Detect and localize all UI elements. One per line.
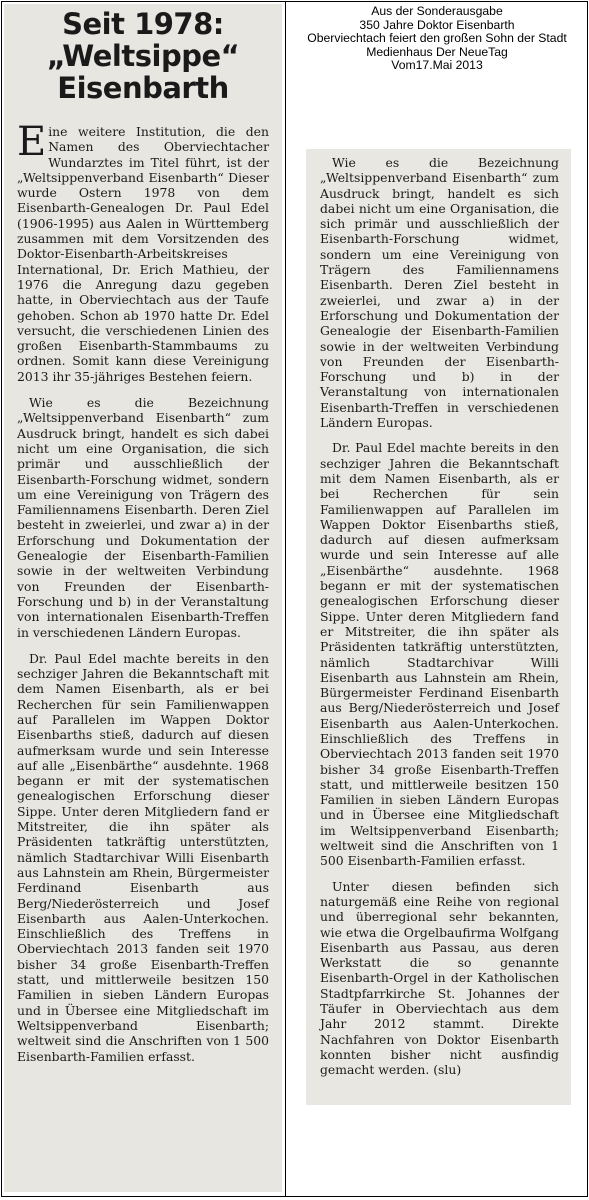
article-headline (4, 8, 282, 104)
source-caption (294, 5, 580, 73)
right-newspaper-clipping (306, 149, 571, 1105)
article-paragraph: Wie es die Bezeichnung „Weltsippenverband Eisenbarth“ zum Ausdruck bringt, handelt es sich dabei nicht um eine Organisation, die sich primär und ausschließlich der Eisenbarth-Forschung widmet, sondern um eine Vereinigung von Trägern des Familiennamens Eisenbarth. Deren Ziel besteht in zweierlei, und zwar a) in der Erforschung und Dokumentation der Genealogie der Eisenbarth-Familien sowie in der weltweiten Verbindung von Freunden der Eisenbarth-Forschung und b) in der Veranstaltung von internationalen Eisenbarth-Treffen in verschiedenen Ländern Europas. (320, 155, 559, 431)
source-line: Aus der Sonderausgabe (371, 4, 503, 18)
source-line: Medienhaus Der NeueTag (366, 44, 508, 59)
article-paragraph: Dr. Paul Edel machte bereits in den sechziger Jahren die Bekanntschaft mit dem Namen Eisenbarth, als er bei Recherchen für sein Familienwappen auf Parallelen im Wappen Doktor Eisenbarths stieß, dadurch auf diesen aufmerksam wurde und sein Interesse auf alle „Eisenbärthe“ ausdehnte. 1968 begann er mit der systematischen genealogischen Erforschung dieser Sippe. Unter deren Mitgliedern fand er Mitstreiter, die ihn später als Präsidenten tatkräftig unterstützten, nämlich Stadtarchivar Willi Eisenbarth aus Lahnstein am Rhein, Bürgermeister Ferdinand Eisenbarth aus Berg/Niederösterreich und Josef Eisenbarth aus Aalen-Unterkochen. Einschließlich des Treffens in Oberviechtach 2013 fanden seit 1970 bisher 34 große Eisenbarth-Treffen statt, und mittlerweile besitzen 150 Familien in sieben Ländern Europas und in Übersee eine Mitgliedschaft im Weltsippenverband Eisenbarth; weltweit sind die Anschriften von 1 500 Eisenbarth-Familien erfasst. (320, 440, 559, 869)
article-paragraph: Unter diesen befinden sich naturgemäß eine Reihe von regional und überregional sehr bekannten, wie etwa die Orgelbaufirma Wolfgang Eisenbarth aus Passau, aus deren Werkstatt die so genannte Eisenbarth-Orgel in der Katholischen Stadtpfarrkirche St. Johannes der Täufer in Oberviechtach aus dem Jahr 2012 stammt. Direkte Nachfahren von Doktor Eisenbarth konnten bisher nicht ausfindig gemacht werden. (slu) (320, 878, 559, 1078)
source-line: Oberviechtach feiert den großen Sohn der Stadt (307, 31, 567, 46)
article-paragraph: Wie es die Bezeichnung „Weltsippenverband Eisenbarth“ zum Ausdruck bringt, handelt es sich dabei nicht um eine Organisation, die sich primär und ausschließlich der Eisenbarth-Forschung widmet, sondern um eine Vereinigung von Trägern des Familiennamens Eisenbarth. Deren Ziel besteht in zweierlei, und zwar a) in der Erforschung und Dokumentation der Genealogie der Eisenbarth-Familien sowie in der weltweiten Verbindung von Freunden der Eisenbarth-Forschung und b) in der Veranstaltung von internationalen Eisenbarth-Treffen in verschiedenen Ländern Europas. (17, 395, 269, 640)
paragraph-text: ine weitere Institution, die den Namen des Oberviechtacher Wundarztes im Titel führt, ist der „Weltsippenverband Eisenbarth“ Dieser wurde Ostern 1978 von dem Eisenbarth-Genealogen Dr. Paul Edel (1906-1995) aus Aalen in Württemberg zusammen mit dem Vorsitzenden des Doktor-Eisenbarth-Arbeitskreises International, Dr. Erich Mathieu, der 1976 die Anregung dazu gegeben hatte, in Oberviechtach aus der Taufe gehoben. Schon ab 1970 hatte Dr. Edel versucht, die verschiedenen Linien des großen Eisenbarth-Stammbaums zu ordnen. Somit kann diese Vereinigung 2013 ihr 35-jähriges Bestehen feiern. (17, 124, 269, 384)
article-paragraph (17, 119, 269, 384)
article-paragraph: Dr. Paul Edel machte bereits in den sechziger Jahren die Bekanntschaft mit dem Namen Eisenbarth, als er bei Recherchen für sein Familienwappen auf Parallelen im Wappen Doktor Eisenbarths stieß, dadurch auf diesen aufmerksam wurde und sein Interesse auf alle „Eisenbärthe“ ausdehnte. 1968 begann er mit der systematischen genealogischen Erforschung dieser Sippe. Unter deren Mitgliedern fand er Mitstreiter, die ihn später als Präsidenten tatkräftig unterstützten, nämlich Stadtarchivar Willi Eisenbarth aus Lahnstein am Rhein, Bürgermeister Ferdinand Eisenbarth aus Berg/Niederösterreich und Josef Eisenbarth aus Aalen-Unterkochen. Einschließlich des Treffens in Oberviechtach 2013 fanden seit 1970 bisher 34 große Eisenbarth-Treffen statt, und mittlerweile besitzen 150 Familien in sieben Ländern Europas und in Übersee eine Mitgliedschaft im Weltsippenverband Eisenbarth; weltweit sind die Anschriften von 1 500 Eisenbarth-Familien erfasst. (17, 650, 269, 1064)
drop-cap: E (17, 119, 47, 165)
headline-line: Seit 1978: (62, 7, 224, 41)
headline-line: „Weltsippe“ (46, 39, 240, 73)
source-line: 350 Jahre Doktor Eisenbarth (359, 17, 515, 32)
article-body (306, 155, 571, 1078)
source-line: Vom17.Mai 2013 (391, 58, 483, 73)
left-newspaper-clipping (4, 4, 282, 1192)
headline-line: Eisenbarth (57, 71, 229, 105)
article-body (4, 119, 282, 1064)
